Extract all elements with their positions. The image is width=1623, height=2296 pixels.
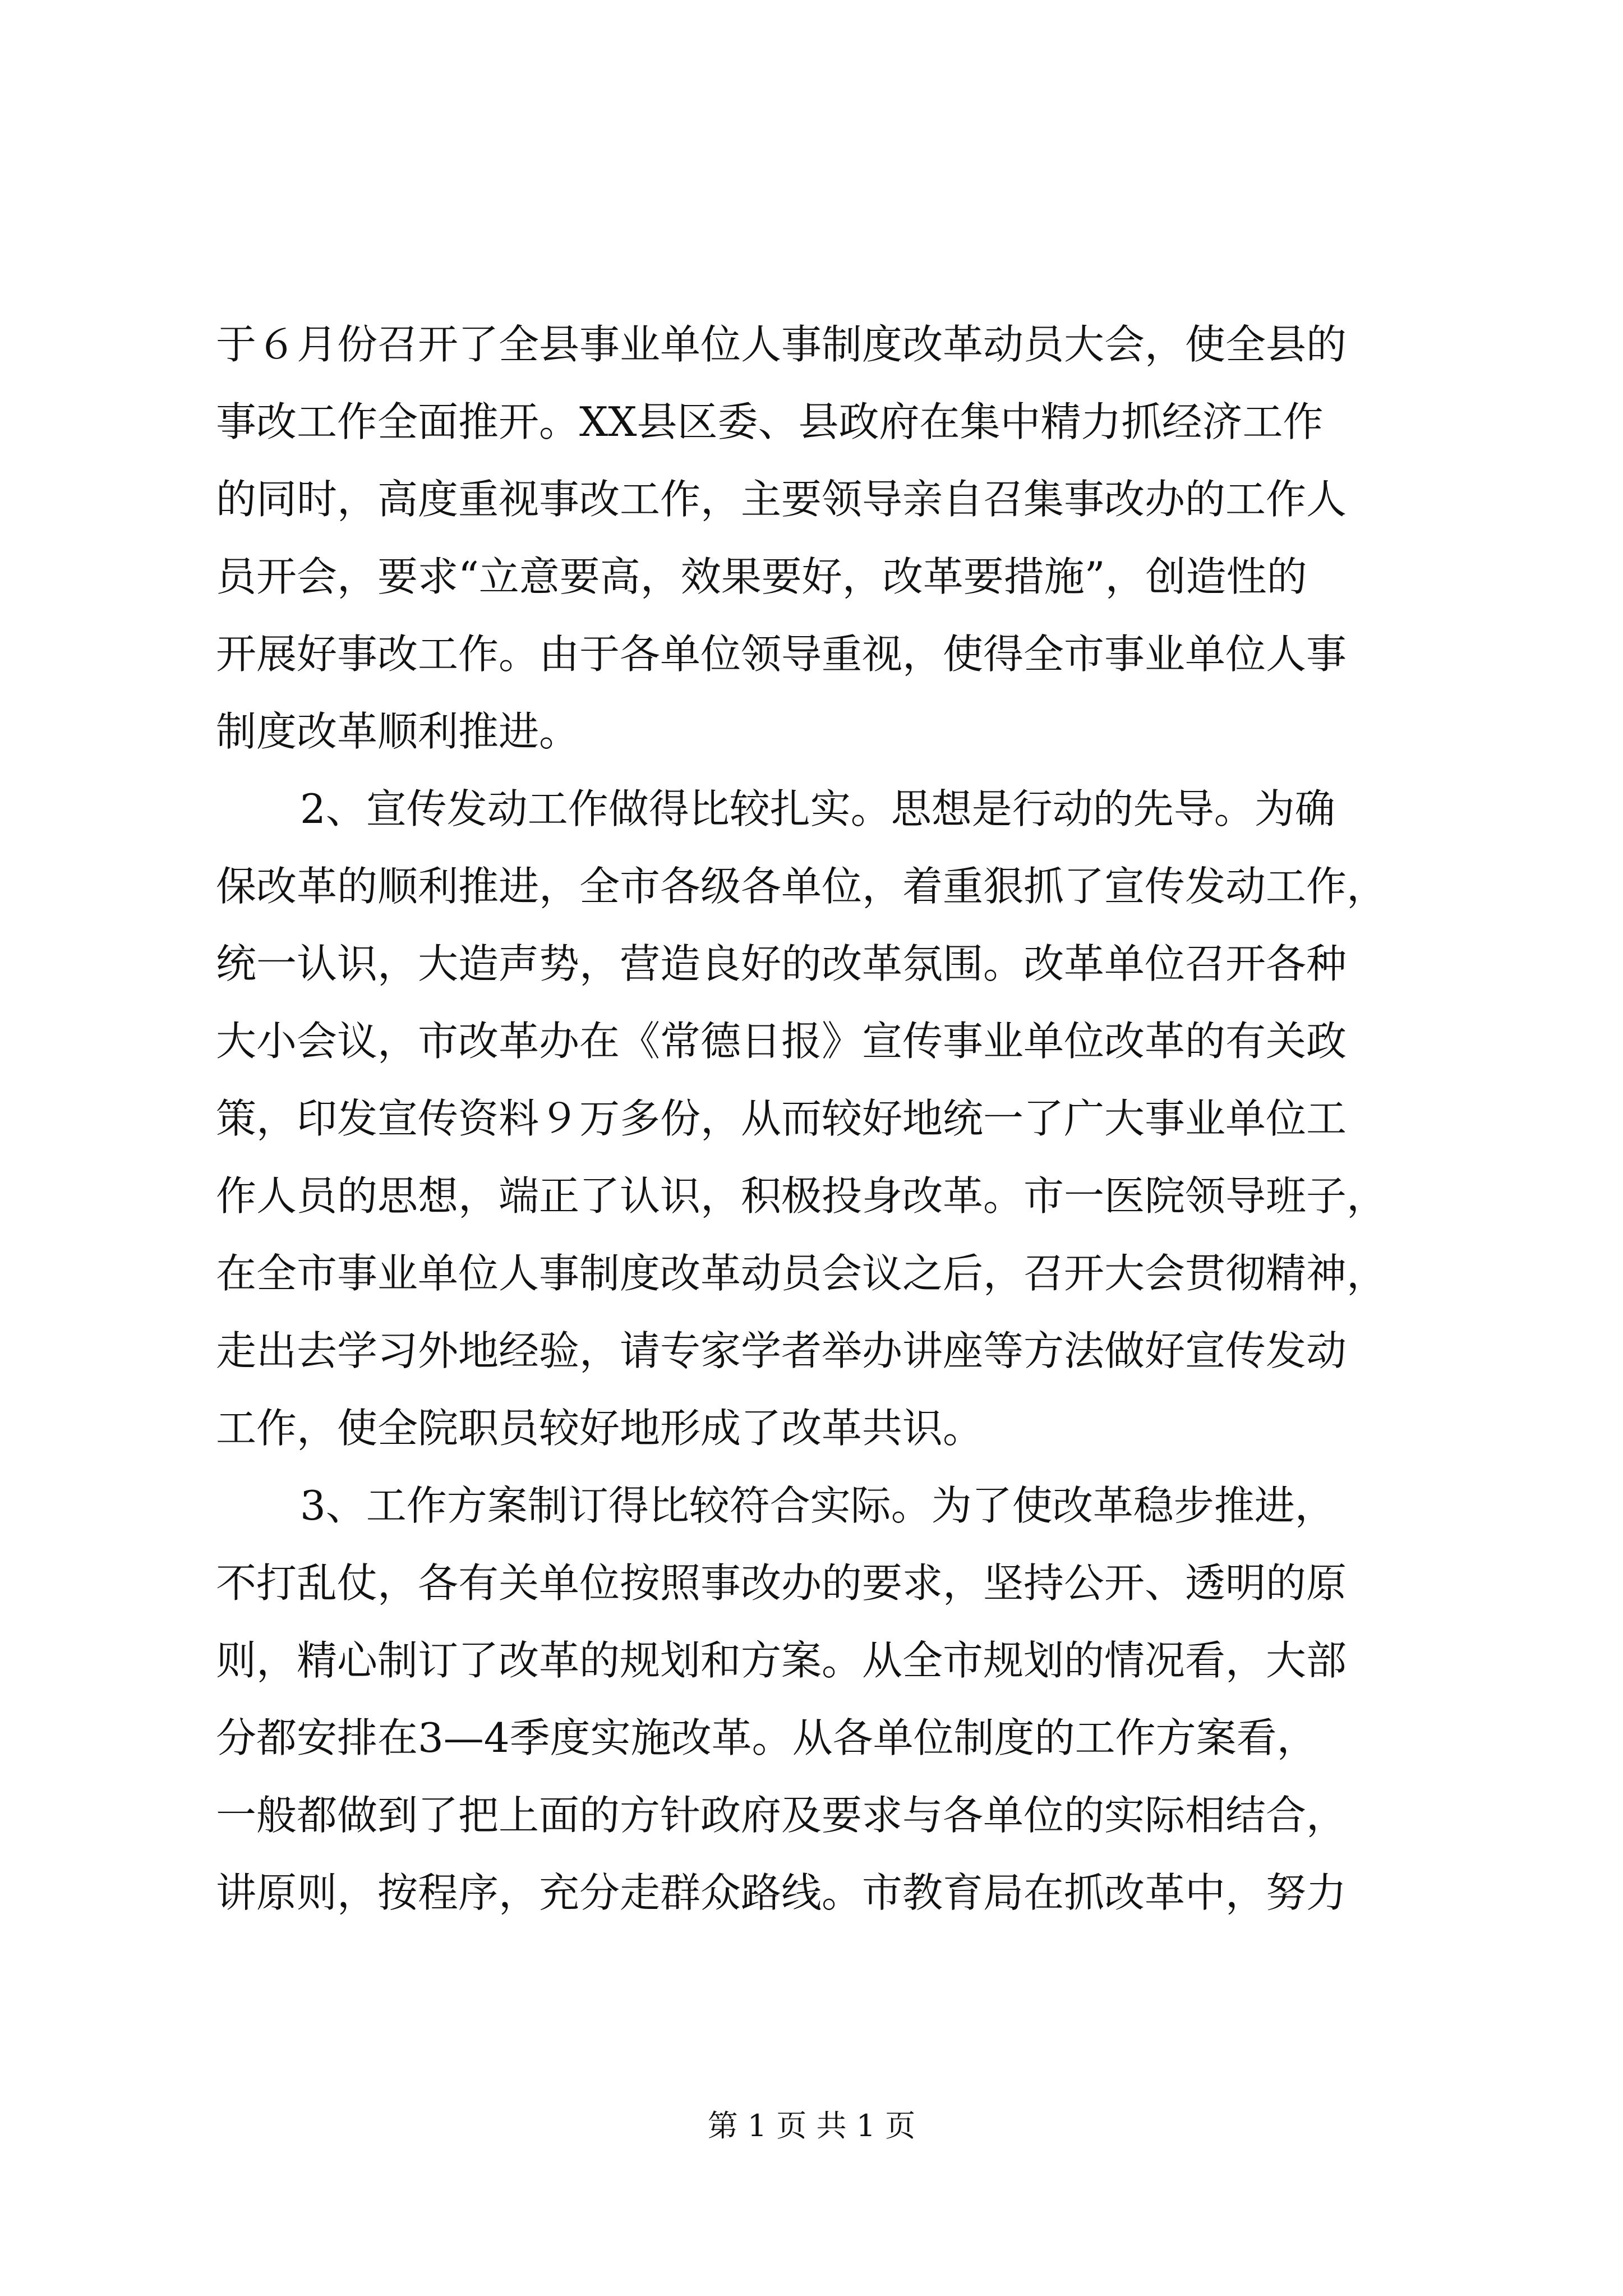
text-line: 统一认识，大造声势，营造良好的改革氛围。改革单位召开各种	[216, 940, 1347, 987]
text-line: 制度改革顺利推进。	[216, 708, 580, 755]
text-line: 3、工作方案制订得比较符合实际。为了使改革稳步推进，	[300, 1482, 1335, 1529]
text-line: 2、宣传发动工作做得比较扎实。思想是行动的先导。为确	[300, 785, 1335, 832]
text-line: 作人员的思想，端正了认识，积极投身改革。市一医院领导班子，	[216, 1172, 1387, 1220]
body-text	[216, 306, 1427, 1931]
text-line: 员开会，要求“立意要高，效果要好，改革要措施”，创造性的	[216, 553, 1307, 600]
text-line: 事改工作全面推开。XX县区委、县政府在集中精力抓经济工作	[216, 398, 1324, 445]
text-line: 在全市事业单位人事制度改革动员会议之后，召开大会贯彻精神，	[216, 1250, 1387, 1297]
text-line: 开展好事改工作。由于各单位领导重视，使得全市事业单位人事	[216, 631, 1347, 678]
text-line: 于６月份召开了全县事业单位人事制度改革动员大会，使全县的	[216, 321, 1347, 368]
text-line: 分都安排在3—4季度实施改革。从各单位制度的工作方案看，	[216, 1714, 1317, 1761]
text-line: 大小会议，市改革办在《常德日报》宣传事业单位改革的有关政	[216, 1018, 1347, 1065]
text-line: 一般都做到了把上面的方针政府及要求与各单位的实际相结合，	[216, 1792, 1347, 1839]
text-line: 的同时，高度重视事改工作，主要领导亲自召集事改办的工作人	[216, 476, 1347, 523]
text-line: 保改革的顺利推进，全市各级各单位，着重狠抓了宣传发动工作，	[216, 863, 1387, 910]
text-line: 工作，使全院职员较好地形成了改革共识。	[216, 1405, 984, 1452]
text-line: 走出去学习外地经验，请专家学者举办讲座等方法做好宣传发动	[216, 1327, 1347, 1374]
text-line: 策，印发宣传资料９万多份，从而较好地统一了广大事业单位工	[216, 1095, 1347, 1142]
text-line: 讲原则，按程序，充分走群众路线。市教育局在抓改革中，努力	[216, 1869, 1347, 1916]
page-footer: 第 1 页 共 1 页	[707, 2108, 916, 2143]
text-line: 则，精心制订了改革的规划和方案。从全市规划的情况看，大部	[216, 1637, 1347, 1684]
text-line: 不打乱仗，各有关单位按照事改办的要求，坚持公开、透明的原	[216, 1559, 1347, 1607]
